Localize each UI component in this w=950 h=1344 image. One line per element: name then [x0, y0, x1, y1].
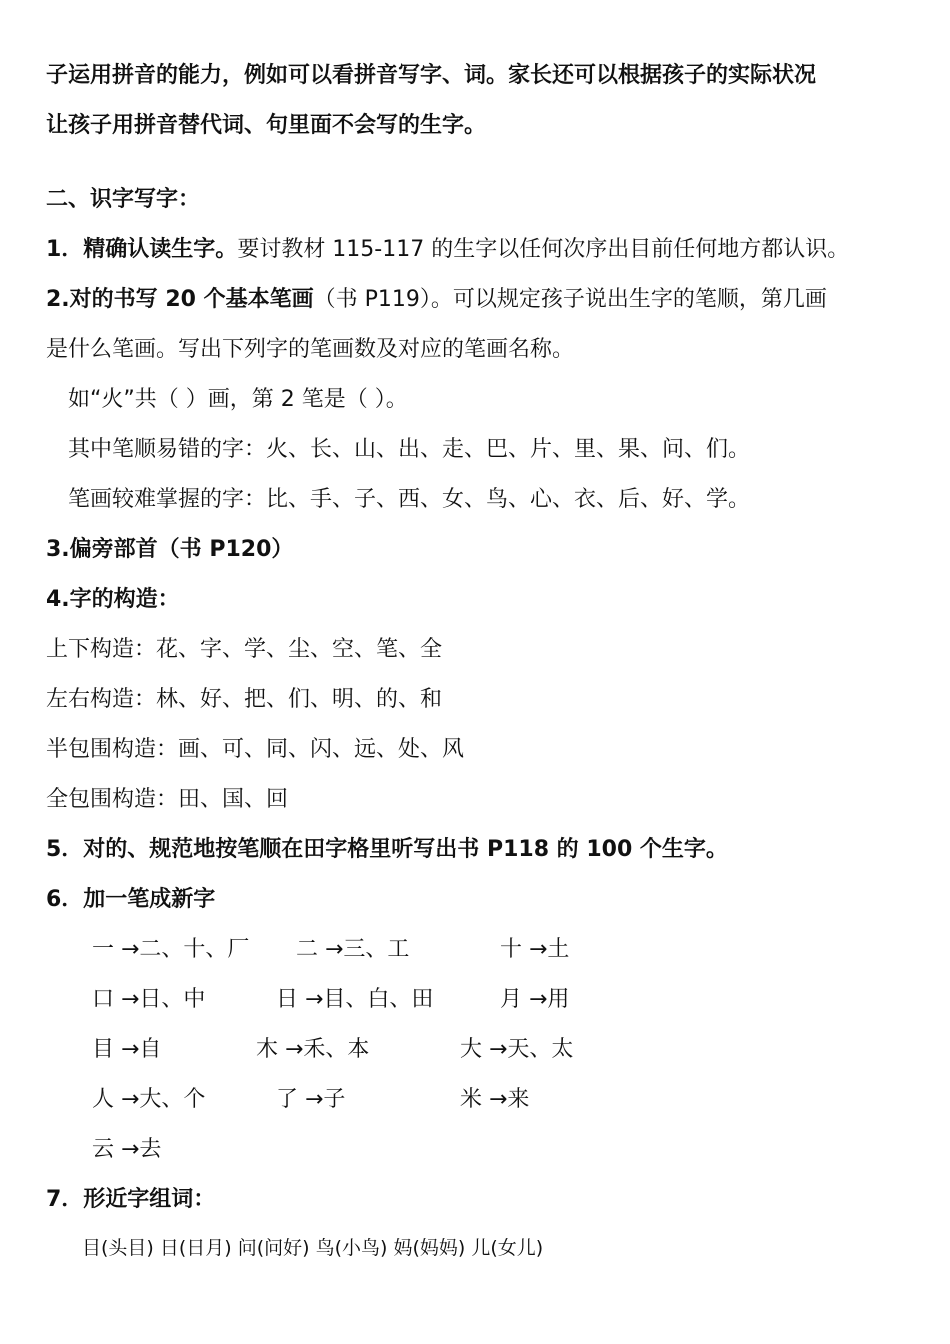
add-stroke-cell: 了 →子	[276, 1087, 346, 1112]
item-5: 5．对的、规范地按笔顺在田字格里听写出书 P118 的 100 个生字。	[46, 837, 728, 862]
item-2-tail: 。可以规定孩子说出生字的笔顺，第几画	[430, 287, 827, 312]
similar-chars-line: 目(头目) 日(日月) 问(问好) 鸟(小鸟) 妈(妈妈) 儿(女儿)	[82, 1237, 544, 1259]
structure-line: 全包围构造：田、国、回	[46, 787, 289, 812]
item-1-text: 要讨教材 115-117 的生字以任何次序出目前任何地方都认识。	[237, 237, 850, 262]
item-2-paren: （书 P119）	[313, 287, 431, 312]
add-stroke-cell: 云 →去	[92, 1137, 162, 1162]
add-stroke-cell: 二 →三、工	[296, 937, 410, 962]
add-stroke-cell: 米 →来	[460, 1087, 530, 1112]
item-6: 6．加一笔成新字	[46, 887, 216, 912]
add-stroke-row	[92, 1134, 692, 1166]
add-stroke-cell: 一 →二、十、厂	[92, 937, 250, 962]
add-stroke-cell: 大 →天、太	[460, 1037, 574, 1062]
error-prone-line: 其中笔顺易错的字：火、长、山、出、走、巴、片、里、果、问、们。	[68, 437, 751, 462]
add-stroke-row	[92, 984, 692, 1016]
difficult-line: 笔画较难掌握的字：比、手、子、西、女、鸟、心、衣、后、好、学。	[68, 487, 751, 512]
add-stroke-cell: 十 →土	[500, 937, 570, 962]
item-2-line-2: 是什么笔画。写出下列字的笔画数及对应的笔画名称。	[46, 337, 575, 362]
item-3: 3.偏旁部首（书 P120）	[46, 537, 294, 562]
section-heading: 二、识字写字：	[46, 187, 201, 212]
add-stroke-cell: 木 →禾、本	[256, 1037, 370, 1062]
structure-line: 上下构造：花、字、学、尘、空、笔、全	[46, 637, 443, 662]
item-2-title: 2.对的书写 20 个基本笔画	[46, 287, 314, 312]
item-7: 7．形近字组词：	[46, 1187, 216, 1212]
add-stroke-row	[92, 1084, 692, 1116]
add-stroke-cell: 口 →日、中	[92, 987, 206, 1012]
item-1	[46, 234, 910, 266]
add-stroke-row	[92, 934, 692, 966]
intro-line-2: 让孩子用拼音替代词、句里面不会写的生字。	[46, 113, 487, 138]
add-stroke-cell: 人 →大、个	[92, 1087, 206, 1112]
item-1-title: 1．精确认读生字。	[46, 237, 238, 262]
intro-line-1: 子运用拼音的能力，例如可以看拼音写字、词。家长还可以根据孩子的实际状况	[46, 63, 817, 88]
add-stroke-row	[92, 1034, 692, 1066]
add-stroke-cell: 月 →用	[500, 987, 570, 1012]
structure-line: 半包围构造：画、可、同、闪、远、处、风	[46, 737, 465, 762]
item-2	[46, 284, 910, 316]
add-stroke-cell: 日 →目、白、田	[276, 987, 434, 1012]
example-line: 如“火”共（ ）画，第 2 笔是（ ）。	[68, 387, 408, 412]
item-4: 4.字的构造：	[46, 587, 180, 612]
structure-line: 左右构造：林、好、把、们、明、的、和	[46, 687, 443, 712]
add-stroke-cell: 目 →自	[92, 1037, 162, 1062]
